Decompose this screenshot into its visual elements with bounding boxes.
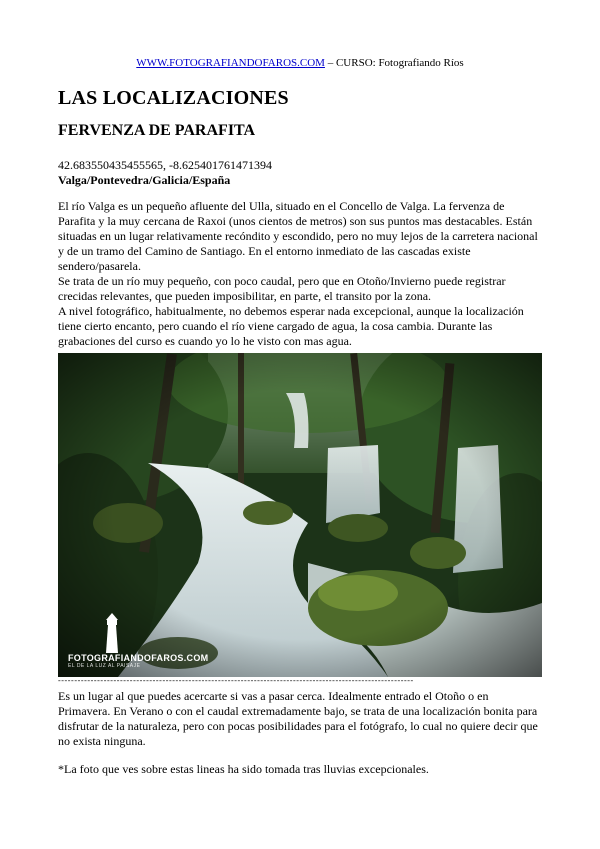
paragraph: El río Valga es un pequeño afluente del Ulla, situado en el Concello de Valga. La fervenza de Parafita y la muy cercana de Raxoi (unos cientos de metros) son sus puntos mas destacables. Están situadas en un lugar relativamente recóndito y escondido, pero no muy lejos de la carretera nacional y de un tramo del Camino de Santiago. En el entorno inmediato de las cascadas existe sendero/pasarela.	[58, 199, 538, 273]
description	[58, 199, 542, 349]
waterfall-illustration	[58, 353, 542, 677]
section-divider: -------------------------------------------------------------------------------------------------------------	[58, 676, 414, 685]
lighthouse-logo-icon	[106, 613, 118, 653]
location-title: FERVENZA DE PARAFITA	[58, 122, 256, 139]
page-title: LAS LOCALIZACIONES	[58, 87, 289, 109]
website-link[interactable]: WWW.FOTOGRAFIANDOFAROS.COM	[136, 57, 325, 69]
photo-watermark	[68, 653, 208, 669]
page-header	[0, 57, 600, 70]
paragraph: Se trata de un río muy pequeño, con poco caudal, pero que en Otoño/Invierno puede registrar crecidas relevantes, que pueden imposibilitar, en parte, el transito por la zona.	[58, 274, 506, 303]
photo-note: *La foto que ves sobre estas lineas ha sido tomada tras lluvias excepcionales.	[58, 762, 429, 776]
watermark-subtitle: EL DE LA LUZ AL PAISAJE	[68, 663, 141, 669]
paragraph: A nivel fotográfico, habitualmente, no debemos esperar nada excepcional, aunque la localización tiene cierto encanto, pero cuando el río viene cargado de agua, la cosa cambia. Durante las grabaciones del curso es cuando yo lo he visto con mas agua.	[58, 304, 524, 348]
region-path: Valga/Pontevedra/Galicia/España	[58, 173, 231, 187]
waterfall-photo	[58, 353, 542, 677]
gps-coordinates: 42.683550435455565, -8.625401761471394	[58, 158, 272, 172]
watermark-title: FOTOGRAFIANDOFAROS.COM	[68, 653, 209, 663]
closing-paragraph: Es un lugar al que puedes acercarte si vas a pasar cerca. Idealmente entrado el Otoño o en Primavera. En Verano o con el caudal extremadamente bajo, se trata de una localización bonita para disfrutar de la naturaleza, pero con pocas posibilidades para el fotógrafo, lo cual no quiere decir que no exista ninguna.	[58, 689, 538, 748]
course-label: – CURSO: Fotografiando Ríos	[324, 57, 464, 69]
